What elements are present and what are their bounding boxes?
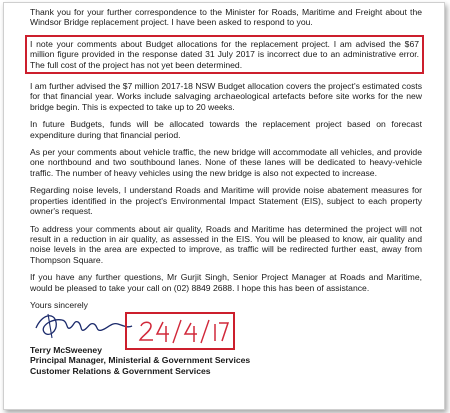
signature-block [30, 299, 422, 376]
signer-name: Terry McSweeney [30, 344, 102, 355]
letter-body [30, 7, 422, 376]
paragraph-budget-highlighted: I note your comments about Budget allocations for the replacement project. I am advised the $67 million figure provided in the response dated 31 July 2017 is incorrect due to an administrative error. The full cost of the project has not yet been determined. [25, 35, 424, 74]
closing-text: Yours sincerely [30, 299, 88, 310]
handwritten-date-ink [127, 314, 233, 348]
paragraph-vehicle-traffic: As per your comments about vehicle traffic, the new bridge will accommodate all vehicles, and provide one northbound and two southbound lanes. None of these lanes will be dedicated to heavy-vehicle traffic. The number of heavy vehicles using the new bridge is also not expected to increase. [30, 147, 422, 178]
signer-details [30, 345, 250, 376]
paragraph-budget-allocation: I am further advised the $7 million 2017-18 NSW Budget allocation covers the project's estimated costs for that financial year. Works include salvaging archaeological artefacts before site works for the new bridge begin. This is expected to take up to 20 weeks. [30, 81, 422, 112]
signer-title: Principal Manager, Ministerial & Government Services [30, 355, 251, 366]
signer-department: Customer Relations & Government Services [30, 365, 211, 376]
paragraph-noise-levels: Regarding noise levels, I understand Roads and Maritime will provide noise abatement measures for properties identified in the project's Environmental Impact Statement (EIS), subject to each property owner's request. [30, 185, 422, 217]
paragraph-further-questions: If you have any further questions, Mr Gurjit Singh, Senior Project Manager at Roads and Maritime, would be pleased to take your call on (02) 8849 2688. I hope this has been of assistance. [30, 272, 422, 293]
paragraph-intro: Thank you for your further correspondence to the Minister for Roads, Maritime and Freight about the Windsor Bridge replacement project. I have been asked to respond to you. [30, 7, 422, 28]
document-frame [3, 2, 445, 410]
paragraph-future-budgets: In future Budgets, funds will be allocated towards the replacement project based on forecast expenditure during that financial period. [30, 119, 422, 140]
handwritten-signature [34, 308, 134, 342]
paragraph-air-quality: To address your comments about air quality, Roads and Maritime has determined the project will not result in a reduction in air quality, as assessed in the EIS. You will be pleased to know, air quality and noise levels in the area are expected to improve, as traffic will be redirected further east, away from Thompson Square. [30, 223, 422, 265]
